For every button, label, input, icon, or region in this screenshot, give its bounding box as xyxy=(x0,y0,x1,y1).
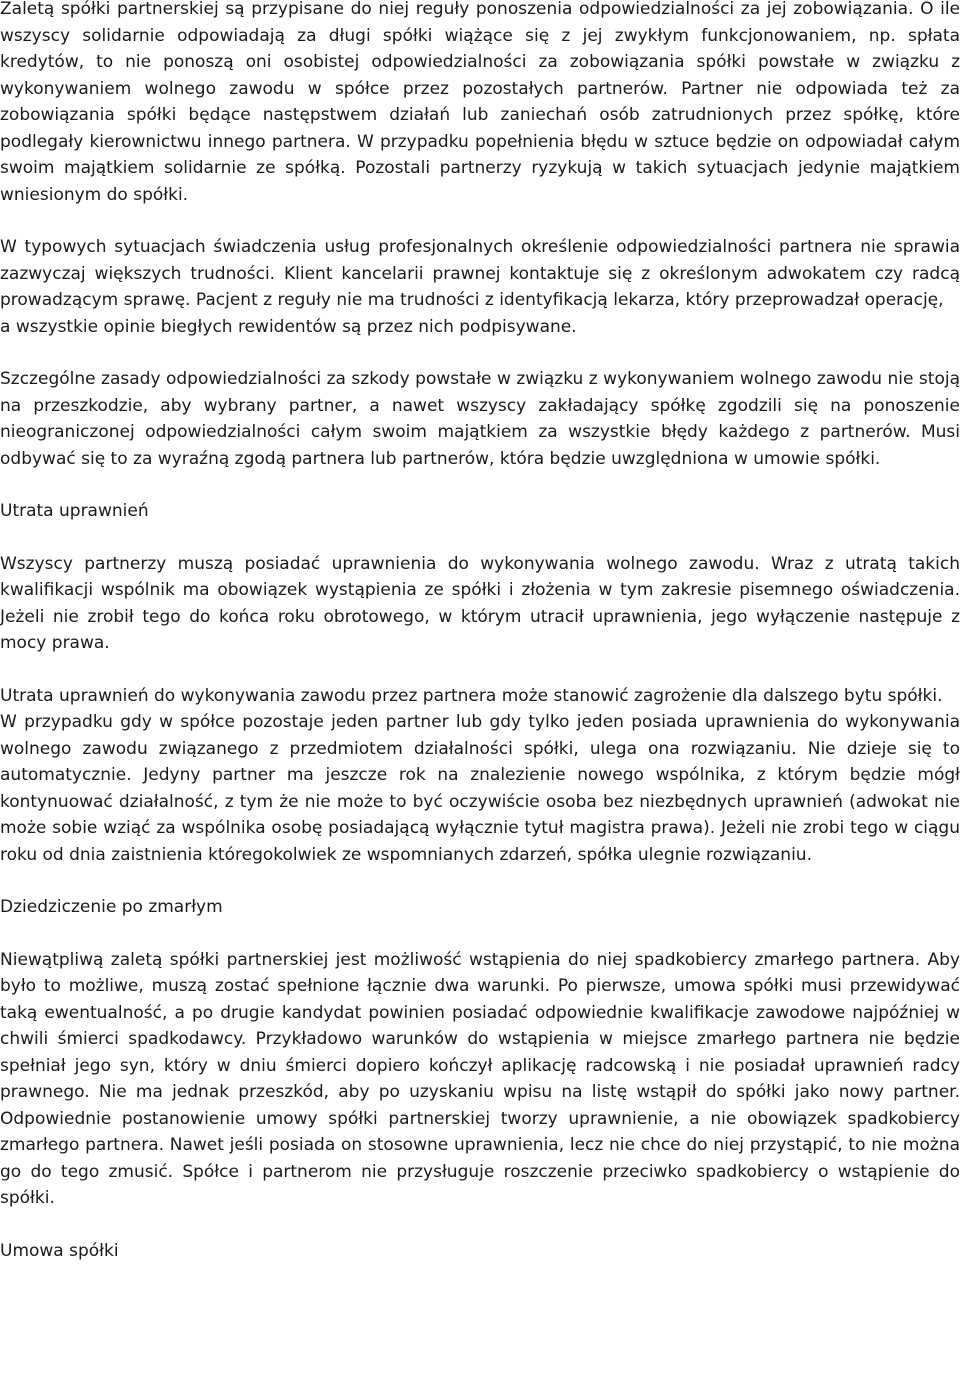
heading-utrata-uprawnien: Utrata uprawnień xyxy=(0,501,149,521)
heading-umowa-spolki: Umowa spółki xyxy=(0,1240,119,1261)
paragraph-typowe-sytuacje: W typowych sytuacjach świadczenia usług profesjonalnych określenie odpowiedzialności partnera nie sprawia zazwyczaj większych trudności. Klient kancelarii prawnej kontaktuje się z określonym adwokatem czy radcą prowadzącym sprawę. Pacjent z reguły nie ma trudności z identyfikacją lekarza, który przeprowadzał operację, xyxy=(0,237,960,310)
paragraph-szczegolne-zasady: Szczególne zasady odpowiedzialności za szkody powstałe w związku z wykonywaniem wolnego zawodu nie stoją na przeszkodzie, aby wybrany partner, a nawet wszyscy zakładający spółkę zgodzili się na ponoszenie nieograniczonej odpowiedzialności całym swoim majątkiem za wszystkie błędy każdego z partnerów. Musi odbywać się to za wyraźną zgodą partnera lub partnerów, która będzie uwzględniona w umowie spółki. xyxy=(0,369,960,469)
paragraph-utrata-3: W przypadku gdy w spółce pozostaje jeden partner lub gdy tylko jeden posiada uprawnienia do wykonywania wolnego zawodu związanego z przedmiotem działalności spółki, ulega ona rozwiązaniu. Nie dzieje się to automatycznie. Jedyny partner ma jeszcze rok na znalezienie nowego wspólnika, z którym będzie mógł kontynuować działalność, z tym że nie może to być oczywiście osoba bez niezbędnych uprawnień (adwokat nie może sobie wziąć za wspólnika osobę posiadającą wyłącznie tytuł magistra prawa). Jeżeli nie zrobi tego w ciągu roku od dnia zaistnienia któregokolwiek ze wspomnianych zdarzeń, spółka ulegnie rozwiązaniu. xyxy=(0,712,960,865)
heading-dziedziczenie: Dziedziczenie po zmarłym xyxy=(0,897,223,917)
paragraph-utrata-2: Utrata uprawnień do wykonywania zawodu przez partnera może stanowić zagrożenie dla dalszego bytu spółki. xyxy=(0,685,943,706)
paragraph-odpowiedzialnosc: Zaletą spółki partnerskiej są przypisane do niej reguły ponoszenia odpowiedzialności za jej zobowiązania. O ile wszyscy solidarnie odpowiadają za długi spółki wiążące się z jej zwykłym funkcjonowaniem, np. spłata kredytów, to nie ponoszą oni osobistej odpowiedzialności za zobowiązania spółki powstałe w związku z wykonywaniem wolnego zawodu w spółce przez pozostałych partnerów. Partner nie odpowiada też za zobowiązania spółki będące następstwem działań lub zaniechań osób zatrudnionych przez spółkę, które podlegały kierownictwu innego partnera. W przypadku popełnienia błędu w sztuce będzie on odpowiadał całym swoim majątkiem solidarnie ze spółką. Pozostali partnerzy ryzykują w takich sytuacjach jedynie majątkiem wniesionym do spółki. xyxy=(0,0,960,205)
paragraph-utrata-1: Wszyscy partnerzy muszą posiadać uprawnienia do wykonywania wolnego zawodu. Wraz z utratą takich kwalifikacji wspólnik ma obowiązek wystąpienia ze spółki i złożenia w tym zakresie pisemnego oświadczenia. Jeżeli nie zrobił tego do końca roku obrotowego, w którym utracił uprawnienia, jego wyłączenie następuje z mocy prawa. xyxy=(0,553,960,653)
paragraph-dziedziczenie: Niewątpliwą zaletą spółki partnerskiej jest możliwość wstąpienia do niej spadkobiercy zmarłego partnera. Aby było to możliwe, muszą zostać spełnione łącznie dwa warunki. Po pierwsze, umowa spółki musi przewidywać taką ewentualność, a po drugie kandydat powinien posiadać odpowiednie kwalifikacje zawodowe najpóźniej w chwili śmierci spadkodawcy. Przykładowo warunków do wstąpienia w miejsce zmarłego partnera nie będzie spełniał jego syn, który w dniu śmierci dopiero kończył aplikację radcowską i nie posiadał uprawnień radcy prawnego. Nie ma jednak przeszkód, aby po uzyskaniu wpisu na listę wstąpił do spółki jako nowy partner. Odpowiednie postanowienie umowy spółki partnerskiej tworzy uprawnienie, a nie obowiązek spadkobiercy zmarłego partnera. Nawet jeśli posiada on stosowne uprawnienia, lecz nie chce do niej przystąpić, to nie można go do tego zmusić. Spółce i partnerom nie przysługuje roszczenie przeciwko spadkobiercy o wstąpienie do spółki. xyxy=(0,949,960,1208)
paragraph-opinie-bieglych: a wszystkie opinie biegłych rewidentów są przez nich podpisywane. xyxy=(0,316,577,337)
